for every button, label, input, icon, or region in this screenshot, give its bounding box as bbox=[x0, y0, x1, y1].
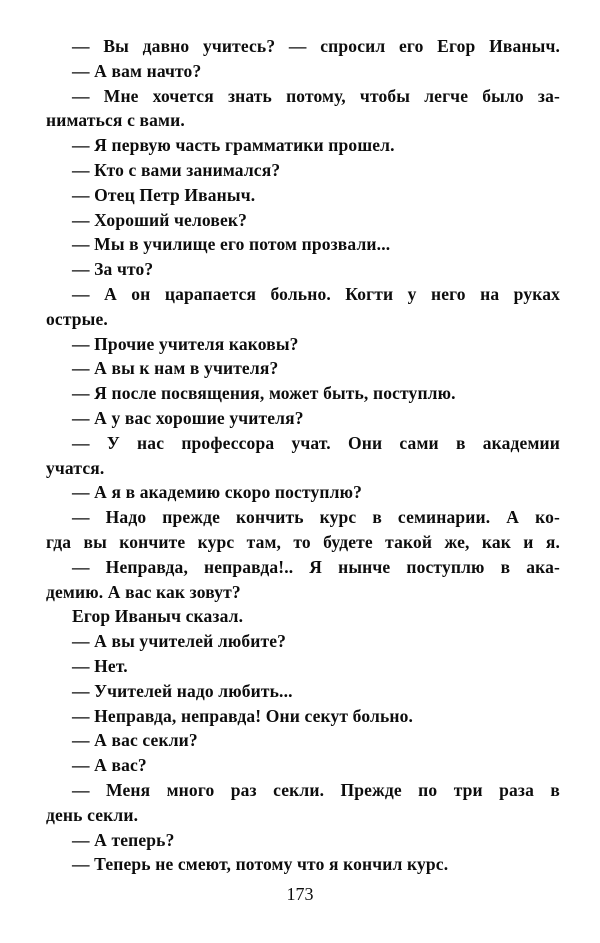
text-line: — Я первую часть грамматики прошел. bbox=[72, 135, 395, 156]
text-line: — За что? bbox=[72, 259, 154, 280]
text-line: — Меня много раз секли. Прежде по три раза в bbox=[72, 779, 560, 800]
text-line: — А вас? bbox=[72, 755, 147, 776]
text-line: — Я после посвящения, может быть, поступлю. bbox=[72, 383, 456, 404]
text-line: — Теперь не смеют, потому что я кончил курс. bbox=[72, 854, 449, 875]
text-line: гда вы кончите курс там, то будете такой же, как и я. bbox=[46, 531, 560, 552]
text-line: — Кто с вами занимался? bbox=[72, 159, 281, 180]
body-text bbox=[46, 34, 560, 877]
text-line: — Мы в училище его потом прозвали... bbox=[72, 234, 391, 255]
page-number: 173 bbox=[286, 884, 314, 904]
text-line: демию. А вас как зовут? bbox=[46, 581, 241, 602]
text-line: — У нас профессора учат. Они сами в академии bbox=[72, 432, 560, 453]
text-line: — Прочие учителя каковы? bbox=[72, 333, 299, 354]
text-line: — Нет. bbox=[72, 655, 128, 676]
text-line: — А вы учителей любите? bbox=[72, 631, 287, 652]
text-line: — Отец Петр Иваныч. bbox=[72, 184, 256, 205]
text-line: — Надо прежде кончить курс в семинарии. А ко- bbox=[72, 507, 560, 528]
text-line: ниматься с вами. bbox=[46, 110, 185, 131]
text-line: — Неправда, неправда!.. Я нынче поступлю в ака- bbox=[72, 556, 560, 577]
text-line: — А он царапается больно. Когти у него на руках bbox=[72, 283, 560, 304]
text-line: — А у вас хорошие учителя? bbox=[72, 407, 304, 428]
text-line: — Неправда, неправда! Они секут больно. bbox=[72, 705, 414, 726]
text-line: — Мне хочется знать потому, чтобы легче было за- bbox=[72, 85, 560, 106]
text-line: учатся. bbox=[46, 457, 105, 478]
text-line: — А вас секли? bbox=[72, 730, 198, 751]
text-line: — Хороший человек? bbox=[72, 209, 248, 230]
text-line: — А я в академию скоро поступлю? bbox=[72, 482, 363, 503]
text-line: день секли. bbox=[46, 804, 139, 825]
text-line: — А теперь? bbox=[72, 829, 175, 850]
text-line: Егор Иваныч сказал. bbox=[72, 606, 244, 627]
text-line: — Вы давно учитесь? — спросил его Егор Иваныч. bbox=[72, 36, 560, 56]
text-line: — Учителей надо любить... bbox=[72, 680, 293, 701]
text-line: острые. bbox=[46, 308, 108, 329]
text-line: — А вам начто? bbox=[72, 60, 202, 81]
text-line: — А вы к нам в учителя? bbox=[72, 358, 279, 379]
